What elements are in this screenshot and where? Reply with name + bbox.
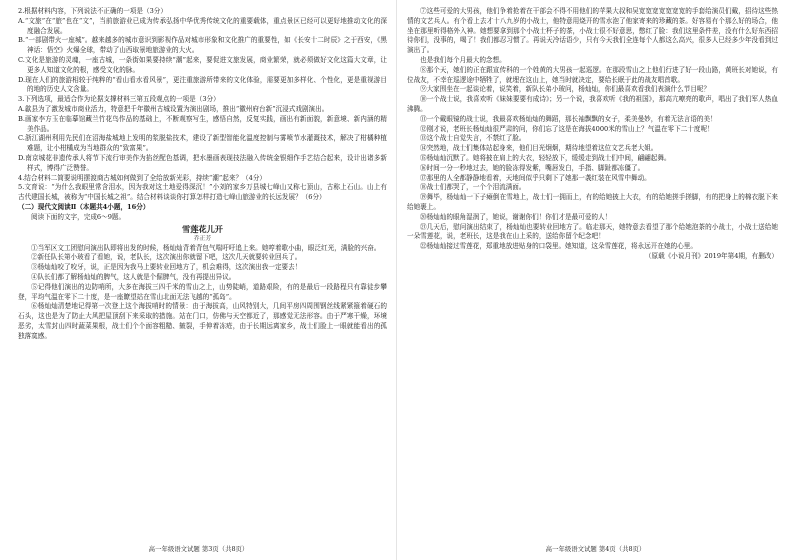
section-title: （二）现代文阅读Ⅱ（本题共4小题，16分） (18, 202, 150, 211)
q3-option-a: A.歙县为了激发城市商业活力，特意把千年徽州古城设置为演出剧场，推出“徽州府台新”沉浸式戏剧演出。 (18, 104, 329, 113)
article-paragraph: ㉒杨灿灿接过雪莲花，郑重地放进贴身的口袋里。她知道，这朵雪莲花，将永远开在她的心里。 (420, 242, 697, 251)
article-paragraph: ⑰那里的人全都静静地看着，天地间似乎只剩下了她那一袭红装在风雪中舞动。 (420, 173, 651, 182)
article-paragraph: ⑥杨灿灿清楚地记得第一次登上这个海拔哨时的情景：由于海拔高，山风特别大，几间平房四周围钢丝线紧紧箍着硬石的石头，这也是为了防止大风把屋顶刮下来采取的措施。站在门口，仿佛与天空都近了，那感觉无法形容。由于严寒干燥，环境恶劣，太雪封山四时蔬菜果根，战士们个个面容粗糙、皴裂，手伸着冻疮，由于长期远离家乡，战士们脸上一眼就能看出的孤独落寞感。 (18, 302, 387, 340)
q2-option-b: B.“一部剧带火一座城”。越来越多的城市意识到影视作品对城市形象和文化推广的重要性，如《长安十二时辰》之于西安，《黑神话：悟空》火爆全球，带动了山西取景地旅游业的大火。 (18, 36, 387, 55)
article-title: 雪莲花儿开 (182, 223, 223, 234)
article-author: 乔正芳 (193, 235, 212, 242)
q2-option-c: C.文化是旅游的灵魂，一座古城，一条街如果要持续“潮”起来，要促进文旅发展，商业繁荣，就必须做好文化这篇大文章，让更多人知道文化的根，感受文化的脉。 (18, 55, 387, 74)
article-paragraph: ㉑几天后，慰问演出结束了，杨灿灿也要转业回地方了。临走那天，她特意去看望了那个给她泡茶的小战士，小战士送给她一朵雪莲花，说，老班长，这是我在山上采的，送给你留个纪念吧！ (407, 222, 778, 241)
article-paragraph: ⑮杨灿灿沉默了。她将披在肩上的大衣，轻轻放下，缓缓走到战士们中间，翩翩起舞。 (420, 153, 671, 162)
article-paragraph: ⑪一个戴眼镜的战士说，我最喜欢杨灿灿的舞蹈，那长袖飘飘的女子，柔美曼妙，有着无法言语的美！ (420, 114, 717, 123)
article-paragraph: ⑦这些可爱的大男孩，他们争着抢着在干部会不得不用他们的苹果大叔和吴宽宽宽宽宽宽宽的手套给演员们戴，招待这些热情的文艺兵人。有个看上去才十八九岁的小战士，他特意用烧开的雪水泡了他家寄来的珍藏的茶。好容易有个那么好的场合，他坐在那里听得格外入神。她想要拿到那个小战士杯子的茶，小战士很不好意思，憋红了脸：我们这里条件差，没有什么好东西招待你们，没事的，喝了！我们都忍习惯了。再说天冷话语少，只有今天我们全连每个人都这么高兴，很多人已经多少年没看到过演出了。 (407, 7, 778, 55)
right-page-footer: 高一年级语文试题 第4页（共8页） (545, 545, 646, 553)
article-paragraph: 也是我们每个月最大的念想。 (420, 55, 506, 64)
q3-option-b: B.画家李方玉在临摹馆藏兰竹花鸟作品的基础上，不断观察写生，感悟自然，反复实践，画出有新面貌，新意境、新内涵的精美作品。 (18, 114, 387, 133)
q3-option-c: C.浙江湖州利用先民们在沼海盐城地上发明的浆脱盐技术，建设了新型智能化温度控制与雾喷节水灌溉技术，解决了柑橘种植难题，让小柑橘成为当地群众的“致富果”。 (18, 134, 387, 153)
q2-option-d: D.现在人们的旅游相较于纯粹的“看山看水看风景”，更注重旅游所带来的文化体验，需要更加多样化、个性化，更是重视游目的地的历史人文含量。 (18, 75, 387, 94)
article-paragraph: ⑯时间一分一秒地过去，她的脸冻得发紫，嘴唇发白，手指、脚趾都冻僵了。 (420, 163, 645, 172)
q3-stem: 3.下列选项，最适合作为论据支撑材料三第五段观点的一项是（3分） (18, 95, 220, 104)
right-column (407, 7, 778, 534)
article-paragraph: ⑨大家围坐在一起谈论着，说笑着，新队长弟小玻问，杨灿灿，你们最喜欢看我们表演什么节目呢？ (420, 85, 711, 94)
left-column (18, 7, 387, 534)
left-page-footer: 高一年级语文试题 第3页（共8页） (148, 545, 249, 553)
article-paragraph: ⑱战士们都哭了，一个个泪流满面。 (420, 183, 526, 192)
article-paragraph: ⑳杨灿灿的眼角湿润了，她说，谢谢你们！你们才是最可爱的人！ (420, 212, 612, 221)
article-paragraph: ⑤记得他们演出的边防哨所，大多在海拔三四千米的雪山之上，山势陡峭，道路艰险，有的是最后一段路程只有靠徒步攀登，平均气温在零下二十度，是一座瞭望站在雪山北面无法飞越的“孤岛”。 (18, 282, 387, 301)
q4-stem: 4.结合材料二简要说明摆渡商古城如何做到了全给放新光彩，持续“潮”起来？（4分） (18, 173, 267, 182)
article-paragraph: ③杨灿灿咬了咬牙，说，正是因为我马上要转业回地方了，机会难得，这次演出我一定要去！ (31, 263, 302, 272)
article-paragraph: ⑭突然地，战士们集体站起身来，他们目光炯炯，期待地望着这位文艺兵老大姐。 (420, 144, 658, 153)
article-paragraph: ②新任队长第小玻看了看她，说，老队长，这次演出你就留下吧，这次几天就要转业回兵了。 (31, 253, 302, 262)
q2-option-a: A.“文旅”在“旅”也在“文”，当前旅游业已成为传承弘扬中华优秀传统文化的重要载体，重点景区已经可以更好地推动文化的深度融合发展。 (18, 16, 387, 35)
article-source: （原载《小说月刊》2019年第4期，有删改） (644, 251, 778, 260)
article-paragraph: ⑫刚才说，老班长杨灿灿很严肃的问，你们忘了这是在海拔4000米的雪山上？气温在零下二十度呢！ (420, 124, 714, 133)
article-paragraph: ④队长们都了解杨灿灿的脾气，这人就是个倔脾气，没有再提出异议。 (31, 272, 236, 281)
q2-stem: 2.根据材料内容，下列说法不正确的一项是（3分） (18, 7, 167, 15)
article-paragraph: ⑩一个战士说，我喜欢听《妹妹要要有成诗》；另一个说，我喜欢听《我的祖国》，那高亢嘹亮的歌声，唱出了我们军人热血沸腾。 (407, 95, 778, 113)
article-paragraph: ①当军区文工团慰问演出队即将出发的时候，杨灿灿背着背包气喘吁吁追上来。她哼着歌小曲，眼泛红光，满脸的兴奋。 (31, 243, 381, 252)
q5-stem: 5.文育说：“为什么我眼里常含泪水，因为我对这土地爱得深沉！”小刘的家乡万县城七峰山又称七顶山，古称上石山。山上有古代建国长城，被称为“中国长城之祖”。结合材料谈谈你打算怎样打造七峰山旅游业的长远发展？（6分） (18, 183, 387, 202)
article-paragraph: ⑧那个天，她们的正在跟宣传科的一个姓黄的大男孩一起巡逻。在那段雪山之上他们行进了好一段山路，黄班长对她说，有位战友，不幸在巡逻途中牺牲了，就埋在这山上，她当时就决定，要给长眠于此的战友唱首歌。 (407, 65, 778, 84)
q3-option-d: D.南京城花非遗传承人将节下流行审美作为掐丝配色基调，把水墨画表现技法融入传统金银细作手艺结合起来，设计出诸多新样式，博得广泛赞誉。 (18, 153, 387, 172)
article-paragraph: ⑬这个战士自觉失言，不禁红了脸。 (420, 134, 526, 143)
right-page (397, 0, 794, 560)
article-paragraph: ⑲舞毕，杨灿灿一下子瘫倒在雪地上，战士们一拥而上，有的给她披上大衣，有的给她搓手搓脚，有的把身上的棉衣脱下来给她裹上。 (407, 193, 778, 211)
section-instruction: 阅读下面的文字，完成6～9题。 (31, 212, 126, 221)
